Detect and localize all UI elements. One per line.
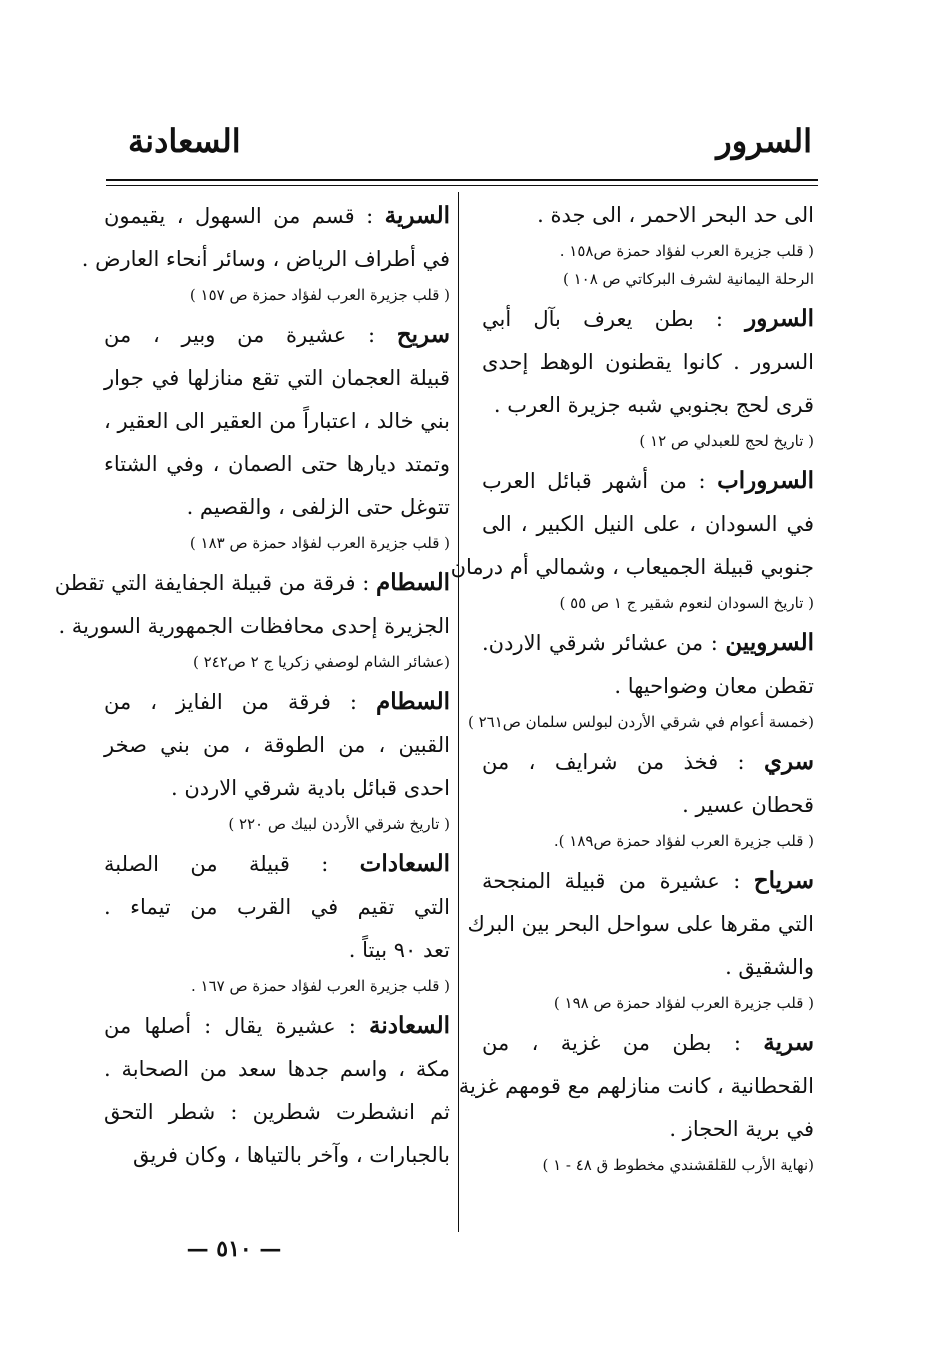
entry-headword: السطام (375, 569, 450, 596)
running-header-right: السرور (716, 122, 812, 160)
dictionary-entry (54, 561, 450, 676)
entry-line-text: تقطن معان وضواحيها . (614, 674, 814, 698)
entry-line-text: القحطانية ، كانت منازلهم مع قومهم غزية (458, 1074, 814, 1098)
entry-text-line (104, 1134, 450, 1177)
dictionary-entry (104, 842, 450, 1000)
entry-line-text: التي تقيم في القرب من تيماء . (104, 895, 450, 919)
entry-text-line (104, 313, 450, 357)
entry-source-citation: ( قلب جزيرة العرب لفؤاد حمزة ص ١٨٣ ) (189, 534, 450, 552)
dictionary-entry (482, 740, 814, 855)
dictionary-entry (104, 313, 450, 557)
entry-text-line (104, 1048, 450, 1091)
entry-source-citation: ( قلب جزيرة العرب لفؤاد حمزة ص ١٦٧ . (190, 977, 450, 995)
entry-line-text: قحطان عسير . (682, 793, 814, 817)
entry-text-line (104, 680, 450, 724)
entry-text-line (104, 400, 450, 443)
entry-line-text: : بطن من غزية ، من (482, 1031, 741, 1055)
entry-line-text: ثم انشطرت شطرين : شطر التحق (104, 1100, 450, 1124)
header-rule-thick (106, 179, 818, 181)
entry-source-citation: ( قلب جزيرة العرب لفؤاد حمزة ص ١٥٧ ) (189, 286, 450, 304)
entry-source-citation: (عشائر الشام لوصفي زكريا ج ٢ ص٢٤٢ ) (192, 653, 450, 671)
page-number: — ٥١٠ — (186, 1236, 282, 1262)
entry-text-line (54, 561, 450, 605)
running-header-left: السعادنة (128, 122, 241, 160)
entry-text-line (482, 859, 814, 903)
entry-line-text: الى حد البحر الاحمر ، الى جدة . (537, 203, 814, 227)
entry-headword: سرياح (753, 867, 814, 894)
entry-line-text: بني خالد ، اعتباراً من العقير الى العقير ، (104, 409, 450, 433)
entry-text-line (482, 665, 814, 708)
dictionary-entry (482, 194, 814, 293)
entry-text-line (104, 767, 450, 810)
entry-text-line (458, 1065, 814, 1108)
entry-source-citation: ( تاريخ لحج للعبدلي ص ١٢ ) (639, 432, 814, 450)
dictionary-entry (467, 621, 814, 736)
entry-headword: السعادات (359, 850, 450, 877)
entry-text-line (482, 297, 814, 341)
entry-line-text: : عشيرة يقال : أصلها من (104, 1014, 356, 1038)
entry-line-text: مكة ، واسم جدها سعد من الصحابة . (104, 1057, 450, 1081)
entry-line-text: في برية الحجاز . (669, 1117, 814, 1141)
entry-headword: سري (764, 748, 814, 775)
entry-line-text: السرور . كانوا يقطنون الوهط إحدى (482, 350, 814, 374)
left-column (54, 194, 450, 1181)
entry-text-line (467, 903, 814, 946)
entry-text-line (81, 238, 450, 281)
entry-text-line (482, 621, 814, 665)
entry-line-text: بالجبارات ، وآخر بالتياها ، وكان فريق (133, 1143, 450, 1167)
entry-line-text: : من أشهر قبائل العرب (482, 469, 706, 493)
entry-line-text: قبيلة العجمان التي تقع منازلها في جوار (104, 366, 450, 390)
entry-line-text: الجزيرة إحدى محافظات الجمهورية السورية . (58, 614, 450, 638)
entry-headword: السروراب (717, 467, 814, 494)
dictionary-entry (81, 194, 450, 309)
entry-line-text: احدى قبائل بادية شرقي الاردن . (171, 776, 450, 800)
entry-line-text: جنوبي قبيلة الجميعاب ، وشمالي أم درمان . (437, 555, 814, 579)
entry-line-text: : فخذ من شرايف ، من (482, 750, 745, 774)
entry-headword: سرية (763, 1029, 814, 1056)
entry-text-line (482, 1108, 814, 1151)
entry-text-line (482, 341, 814, 384)
entry-text-line (482, 784, 814, 827)
dictionary-entry (437, 459, 814, 617)
entry-line-text: تعد ٩٠ بيتاً . (348, 938, 450, 962)
entry-line-text: : من عشائر شرقي الاردن. (482, 631, 718, 655)
entry-text-line (104, 1091, 450, 1134)
entry-text-line (104, 486, 450, 529)
entry-source-citation: (نهاية الأرب للقلقشندي مخطوط ق ٤٨ - ١ ) (542, 1156, 814, 1174)
entry-headword: سريح (396, 321, 450, 348)
entry-source-citation: (خمسة أعوام في شرقي الأردن لبولس سلمان ص٢٦١ ) (467, 713, 814, 731)
entry-text-line (482, 503, 814, 546)
entry-source-citation: الرحلة اليمانية لشرف البركاتي ص ١٠٨ ) (562, 270, 814, 288)
dictionary-entry (104, 680, 450, 838)
entry-line-text: : فرقة من قبيلة الجفايفة التي تقطن (54, 571, 370, 595)
entry-line-text: : قسم من السهول ، يقيمون (104, 204, 374, 228)
entry-line-text: في السودان ، على النيل الكبير ، الى (482, 512, 814, 536)
entry-headword: السعادنة (369, 1012, 450, 1039)
entry-text-line (104, 886, 450, 929)
entry-text-line (437, 546, 814, 589)
entry-text-line (104, 194, 450, 238)
header-rule-thin (106, 185, 818, 186)
entry-text-line (104, 929, 450, 972)
entry-line-text: تتوغل حتى الزلفى ، والقصيم . (186, 495, 450, 519)
entry-headword: السرور (745, 305, 814, 332)
entry-line-text: التي مقرها على سواحل البحر بين البرك (467, 912, 814, 936)
entry-text-line (482, 459, 814, 503)
entry-text-line (104, 842, 450, 886)
entry-text-line (482, 740, 814, 784)
entry-text-line (58, 605, 450, 648)
entry-text-line (482, 946, 814, 989)
entry-line-text: : بطن يعرف بآل أبي (482, 307, 723, 331)
right-column (437, 194, 814, 1183)
entry-headword: السرويين (725, 629, 814, 656)
entry-line-text: والشقيق . (725, 955, 814, 979)
entry-source-citation: ( تاريخ السودان لنعوم شقير ج ١ ص ٥٥ ) (559, 594, 814, 612)
entry-text-line (104, 357, 450, 400)
entry-line-text: في أطراف الرياض ، وسائر أنحاء العارض . (81, 247, 450, 271)
entry-text-line (104, 724, 450, 767)
entry-text-line (104, 1004, 450, 1048)
entry-text-line (104, 443, 450, 486)
entry-source-citation: ( قلب جزيرة العرب لفؤاد حمزة ص١٨٩ ). (553, 832, 814, 850)
entry-line-text: : قبيلة من الصلبة (104, 852, 329, 876)
entry-line-text: : عشيرة من وبير ، من (104, 323, 376, 347)
entry-text-line (482, 1021, 814, 1065)
entry-text-line (482, 384, 814, 427)
entry-source-citation: ( تاريخ شرقي الأردن لبيك ص ٢٢٠ ) (228, 815, 450, 833)
entry-line-text: وتمتد ديارها حتى الصمان ، وفي الشتاء (104, 452, 450, 476)
entry-headword: السرية (384, 202, 450, 229)
entry-text-line (482, 194, 814, 237)
entry-line-text: قرى لحج بجنوبي شبه جزيرة العرب . (493, 393, 814, 417)
dictionary-entry (458, 1021, 814, 1179)
entry-line-text: : فرقة من الفايز ، من (104, 690, 357, 714)
dictionary-entry (482, 297, 814, 455)
entry-source-citation: ( قلب جزيرة العرب لفؤاد حمزة ص ١٩٨ ) (553, 994, 814, 1012)
dictionary-entry (467, 859, 814, 1017)
entry-line-text: : عشيرة من قبيلة المنجحة (482, 869, 741, 893)
entry-source-citation: ( قلب جزيرة العرب لفؤاد حمزة ص١٥٨ . (559, 242, 814, 260)
dictionary-entry (104, 1004, 450, 1177)
entry-headword: السطام (375, 688, 450, 715)
entry-line-text: القبين ، من الطوقة ، من بني صخر (104, 733, 450, 757)
